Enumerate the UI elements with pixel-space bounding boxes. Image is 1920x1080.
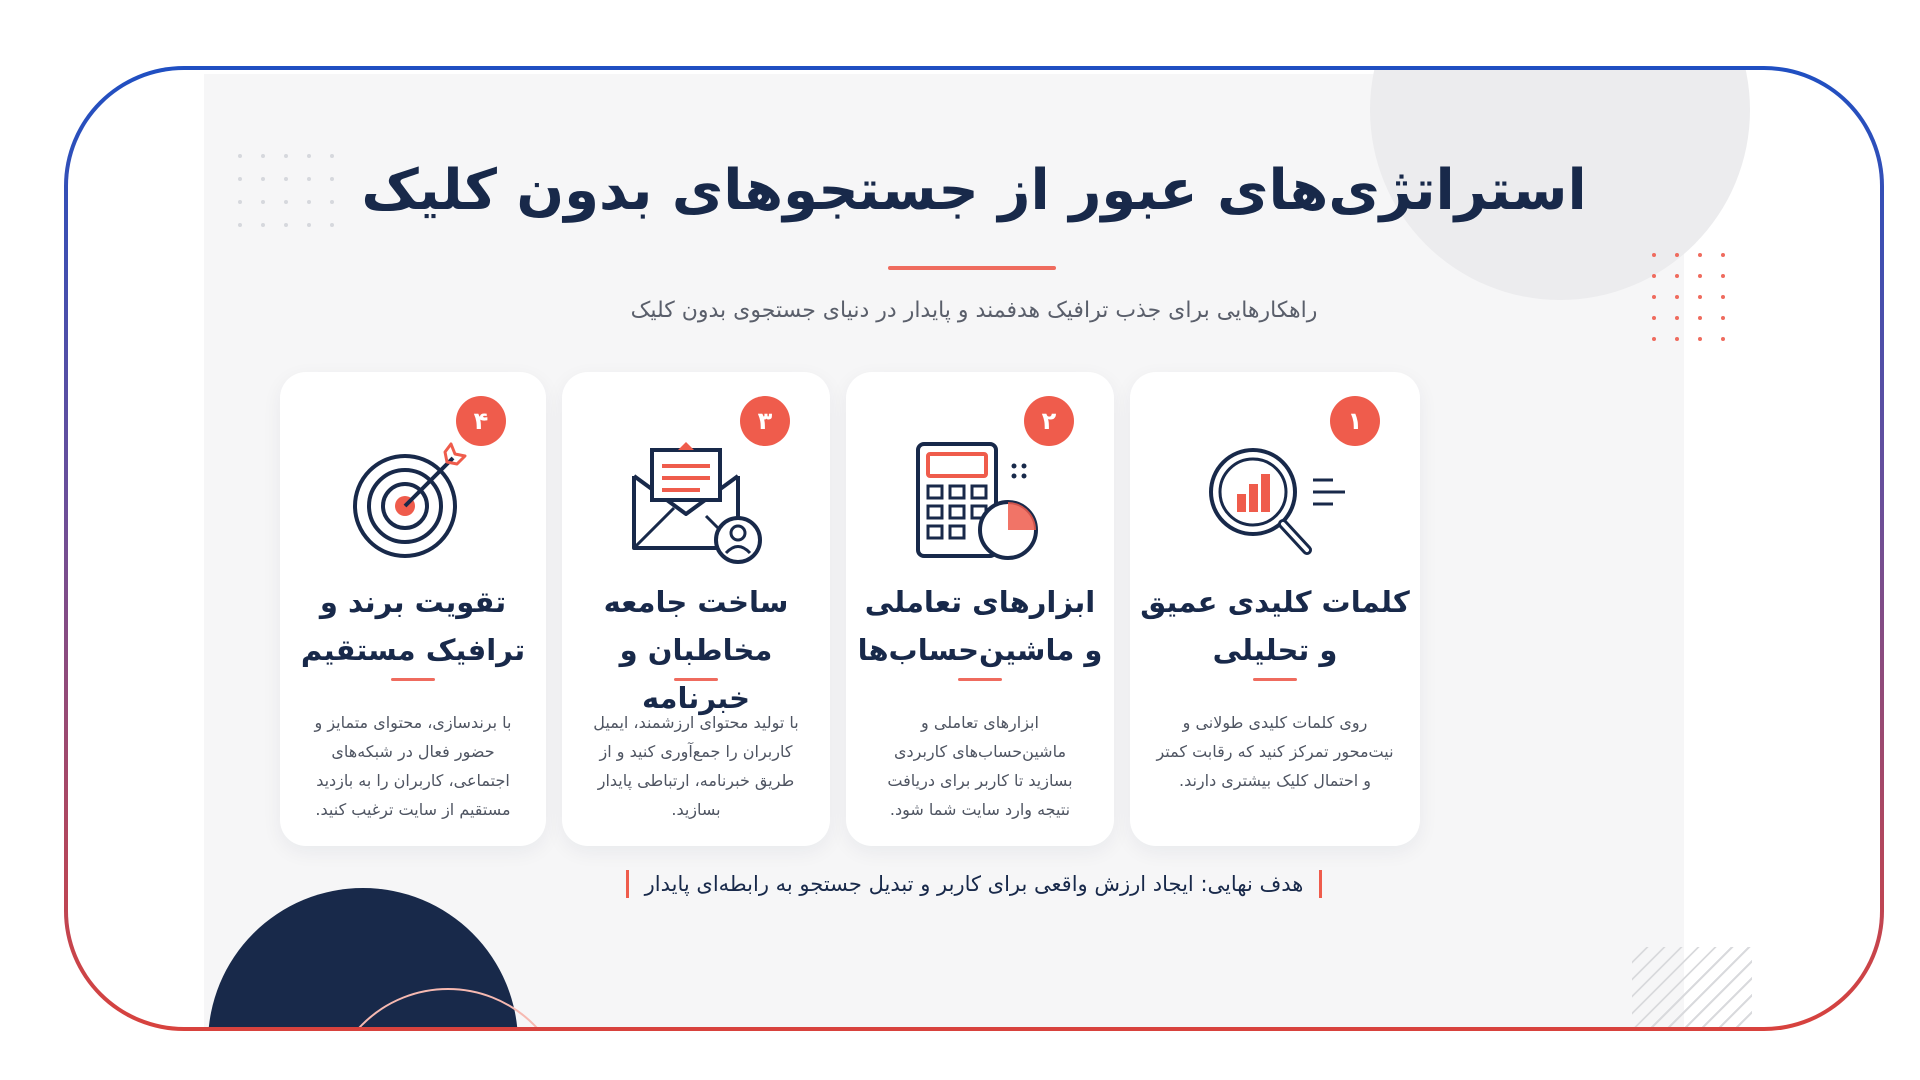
- footer-goal: [68, 870, 1880, 898]
- card-number-badge: ۲: [1024, 396, 1074, 446]
- slide-panel: [68, 70, 1880, 1027]
- envelope-user-icon: [616, 436, 776, 566]
- card-number-badge: ۴: [456, 396, 506, 446]
- card-divider: [958, 678, 1002, 681]
- strategy-card-3: [562, 372, 830, 846]
- card-divider: [674, 678, 718, 681]
- calculator-pie-icon: [900, 436, 1060, 566]
- decorative-dots-red: [1652, 253, 1725, 341]
- strategy-card-4: [280, 372, 546, 846]
- card-divider: [1253, 678, 1297, 681]
- card-description: با برندسازی، محتوای متمایز و حضور فعال در شبکه‌های اجتماعی، کاربران را به بازدید مستقیم از سایت ترغیب کنید.: [314, 713, 512, 819]
- card-description: روی کلمات کلیدی طولانی و نیت‌محور تمرکز کنید که رقابت کمتر و احتمال کلیک بیشتری دارند.: [1156, 713, 1394, 790]
- card-title: تقویت برند و ترافیک مستقیم: [300, 585, 526, 667]
- target-arrow-icon: [333, 436, 493, 566]
- card-number-badge: ۳: [740, 396, 790, 446]
- slide-frame: [64, 66, 1884, 1031]
- strategy-card-2: [846, 372, 1114, 846]
- decorative-stripes: [1632, 947, 1752, 1027]
- card-description: ابزارهای تعاملی و ماشین‌حساب‌های کاربردی بسازید تا کاربر برای دریافت نتیجه وارد سایت شما شود.: [887, 713, 1073, 819]
- card-title: کلمات کلیدی عمیق و تحلیلی: [1140, 585, 1410, 667]
- card-number-badge: ۱: [1330, 396, 1380, 446]
- card-title: ساخت جامعه مخاطبان و خبرنامه: [603, 585, 789, 715]
- title-underline: [888, 266, 1056, 270]
- page-subtitle: راهکارهایی برای جذب ترافیک هدفمند و پایدار در دنیای جستجوی بدون کلیک: [630, 298, 1318, 323]
- card-description: با تولید محتوای ارزشمند، ایمیل کاربران را جمع‌آوری کنید و از طریق خبرنامه، ارتباطی پایدار بسازید.: [593, 713, 799, 819]
- magnifier-chart-icon: [1195, 436, 1355, 566]
- footer-text: هدف نهایی: ایجاد ارزش واقعی برای کاربر و تبدیل جستجو به رابطه‌ای پایدار: [626, 870, 1323, 898]
- page-title: استراتژی‌های عبور از جستجوهای بدون کلیک: [361, 158, 1587, 223]
- card-divider: [391, 678, 435, 681]
- strategy-card-1: [1130, 372, 1420, 846]
- card-title: ابزارهای تعاملی و ماشین‌حساب‌ها: [857, 585, 1103, 667]
